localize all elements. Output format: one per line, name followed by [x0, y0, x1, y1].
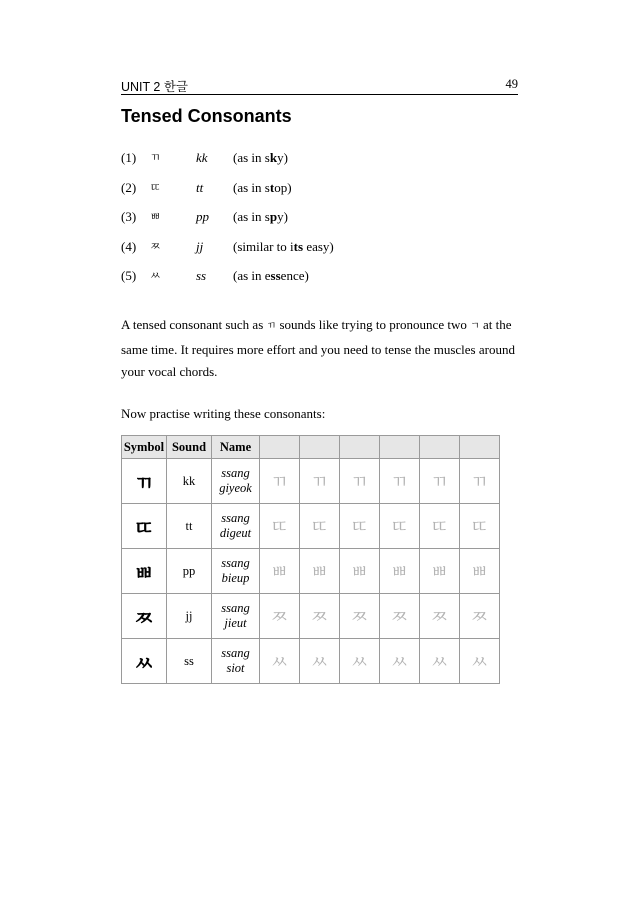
list-item	[121, 150, 521, 180]
paragraph-text: A tensed consonant such as	[121, 317, 267, 332]
practice-cell: ㅃ	[460, 549, 500, 594]
section-title: Tensed Consonants	[121, 106, 292, 126]
item-example	[233, 209, 288, 225]
table-row	[122, 594, 500, 639]
item-romanization: jj	[196, 238, 204, 254]
item-romanization: pp	[196, 209, 209, 224]
name-line: ssang	[221, 601, 250, 615]
practice-cell: ㅃ	[380, 549, 420, 594]
header-blank-cell	[380, 436, 420, 459]
item-example	[233, 239, 334, 255]
paragraph-character: ㄲ	[266, 321, 277, 332]
practice-cell: ㄲ	[340, 459, 380, 504]
example-highlight: p	[269, 209, 278, 224]
item-romanization: ss	[196, 268, 207, 283]
example-text: (as in s	[233, 150, 270, 165]
item-number: (3)	[121, 209, 137, 224]
symbol-cell: ㄲ	[122, 459, 167, 504]
item-romanization: kk	[196, 150, 208, 165]
example-text: (as in s	[233, 209, 270, 224]
header-blank-cell	[340, 436, 380, 459]
example-text: (as in e	[233, 268, 271, 283]
list-item	[121, 180, 521, 210]
practise-instruction: Now practise writing these consonants:	[121, 406, 326, 421]
practice-cell: ㄲ	[380, 459, 420, 504]
practice-cell: ㅃ	[300, 549, 340, 594]
practice-cell: ㄸ	[300, 504, 340, 549]
page-number: 49	[505, 77, 518, 91]
name-line: jieut	[224, 616, 247, 630]
sound-cell: pp	[167, 549, 212, 594]
list-item	[121, 239, 521, 269]
practice-cell: ㄲ	[260, 459, 300, 504]
example-highlight: ss	[270, 268, 281, 283]
name-line: ssang	[221, 466, 250, 480]
sound-cell: kk	[167, 459, 212, 504]
example-text: easy)	[303, 238, 334, 254]
example-highlight: k	[269, 150, 278, 165]
practice-cell: ㅉ	[300, 594, 340, 639]
practice-cell: ㅉ	[380, 594, 420, 639]
sound-cell: tt	[167, 504, 212, 549]
practice-cell: ㄸ	[420, 504, 460, 549]
practice-cell: ㅃ	[340, 549, 380, 594]
name-line: giyeok	[219, 481, 252, 495]
name-cell	[212, 504, 260, 549]
item-number: (5)	[121, 268, 137, 283]
explanation-paragraph	[121, 314, 521, 384]
example-text: op)	[274, 179, 292, 195]
practice-cell: ㅉ	[340, 594, 380, 639]
table-header-row	[122, 436, 500, 459]
item-character: ㄲ	[150, 151, 161, 164]
item-number: (4)	[121, 238, 137, 254]
header-symbol: Symbol	[122, 436, 167, 459]
example-text: (similar to i	[233, 238, 294, 254]
example-highlight: ts	[293, 238, 304, 254]
practice-cell: ㅆ	[260, 639, 300, 684]
practice-cell: ㅉ	[260, 594, 300, 639]
practice-cell: ㅃ	[260, 549, 300, 594]
sound-cell: ss	[167, 639, 212, 684]
practice-cell: ㅉ	[460, 594, 500, 639]
paragraph-text: at the same time. It requires more effort and you need to tense the muscles around your vocal chords.	[121, 317, 515, 379]
name-line: ssang	[221, 511, 250, 525]
practice-table	[121, 435, 500, 684]
symbol-cell: ㄸ	[122, 504, 167, 549]
item-character: ㅆ	[150, 269, 161, 282]
practice-cell: ㄲ	[420, 459, 460, 504]
table-row	[122, 504, 500, 549]
practice-cell: ㅆ	[300, 639, 340, 684]
practice-cell: ㅆ	[420, 639, 460, 684]
sound-cell: jj	[167, 594, 212, 639]
practice-cell: ㅆ	[460, 639, 500, 684]
practice-cell: ㅃ	[420, 549, 460, 594]
example-text: y)	[277, 150, 288, 165]
symbol-cell: ㅃ	[122, 549, 167, 594]
name-line: siot	[226, 661, 245, 675]
item-number: (1)	[121, 150, 137, 165]
practice-cell: ㅆ	[380, 639, 420, 684]
paragraph-text: sounds like trying to pronounce two	[276, 317, 471, 332]
item-number: (2)	[121, 179, 137, 195]
consonant-list	[121, 150, 521, 298]
page-header	[121, 76, 518, 95]
item-romanization: tt	[196, 179, 204, 195]
item-example	[233, 268, 309, 284]
item-character: ㅉ	[150, 239, 161, 253]
header-blank-cell	[420, 436, 460, 459]
table-row	[122, 549, 500, 594]
table-row	[122, 459, 500, 504]
practice-cell: ㅆ	[340, 639, 380, 684]
header-sound: Sound	[167, 436, 212, 459]
item-example	[233, 150, 288, 166]
unit-label: UNIT 2 한글	[121, 80, 188, 94]
list-item	[121, 209, 521, 239]
practice-cell: ㄲ	[460, 459, 500, 504]
table-row	[122, 639, 500, 684]
practice-cell: ㄲ	[300, 459, 340, 504]
name-line: ssang	[221, 556, 250, 570]
symbol-cell: ㅉ	[122, 594, 167, 639]
name-cell	[212, 594, 260, 639]
practice-cell: ㅉ	[420, 594, 460, 639]
item-character: ㅃ	[150, 210, 161, 223]
name-line: ssang	[221, 646, 250, 660]
header-name: Name	[212, 436, 260, 459]
name-cell	[212, 549, 260, 594]
item-character: ㄸ	[150, 180, 161, 194]
list-item	[121, 268, 521, 298]
example-text: (as in s	[233, 179, 270, 195]
practice-cell: ㄸ	[460, 504, 500, 549]
name-line: bieup	[221, 571, 250, 585]
symbol-cell: ㅆ	[122, 639, 167, 684]
name-cell	[212, 639, 260, 684]
header-blank-cell	[460, 436, 500, 459]
paragraph-character: ㄱ	[470, 321, 480, 332]
practice-cell: ㄸ	[260, 504, 300, 549]
header-blank-cell	[260, 436, 300, 459]
name-line: digeut	[219, 526, 252, 540]
example-text: y)	[277, 209, 288, 224]
header-blank-cell	[300, 436, 340, 459]
example-highlight: t	[269, 179, 275, 195]
practice-cell: ㄸ	[380, 504, 420, 549]
practice-cell: ㄸ	[340, 504, 380, 549]
name-cell	[212, 459, 260, 504]
example-text: ence)	[280, 268, 309, 283]
item-example	[233, 180, 292, 196]
